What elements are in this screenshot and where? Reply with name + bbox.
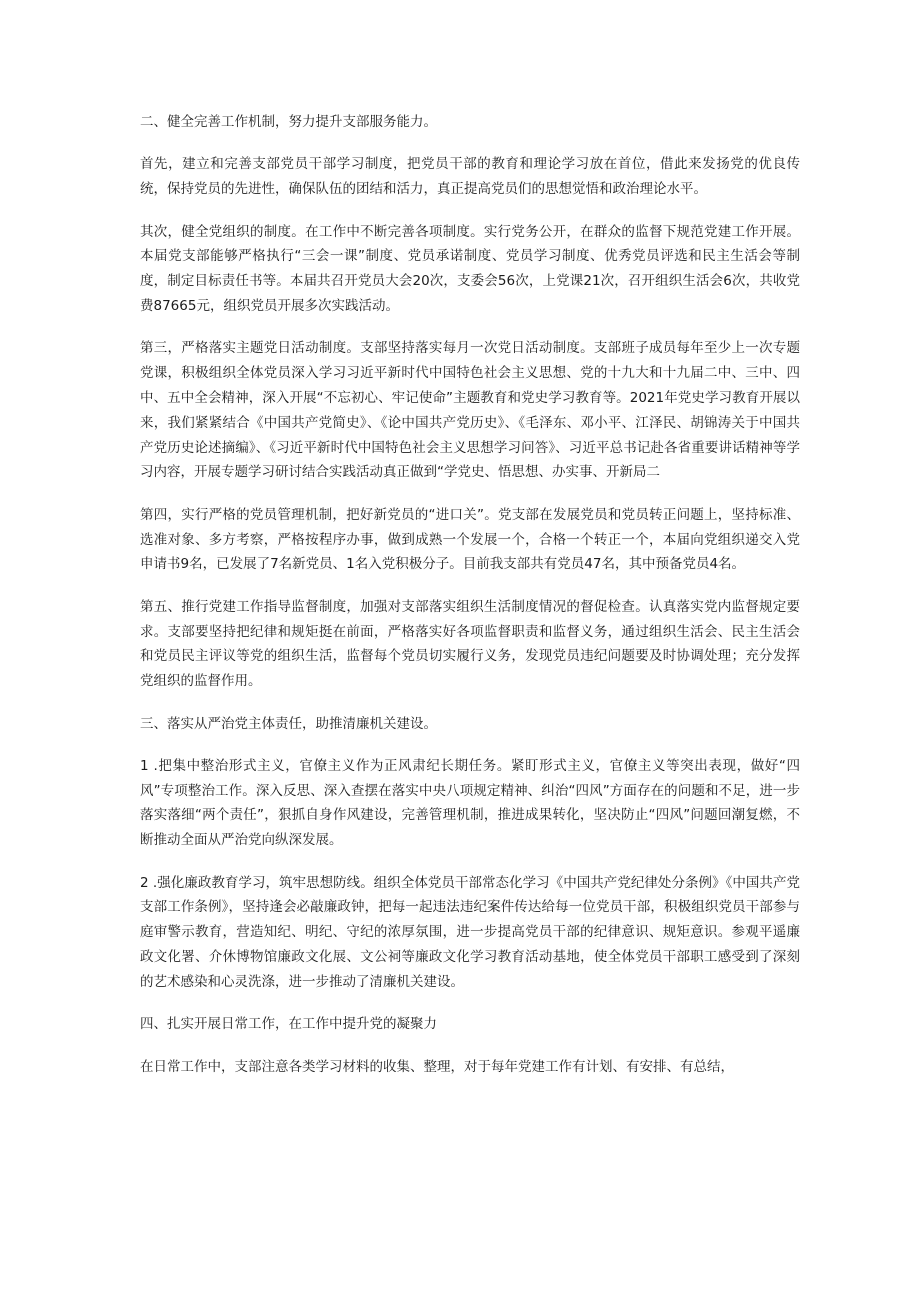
document-body [140,110,800,1097]
section-heading-2: 二、健全完善工作机制，努力提升支部服务能力。 [140,114,437,130]
paragraph-item-1: 1 .把集中整治形式主义，官僚主义作为正风肃纪长期任务。紧盯形式主义，官僚主义等突出表现，做好“四风”专项整治工作。深入反思、深入查摆在落实中央八项规定精神、纠治“四风”方面存在的问题和不足，进一步落实落细“两个责任”，狠抓自身作风建设，完善管理机制，推进成果转化，坚决防止“四风”问题回潮复燃，不断推动全面从严治党向纵深发展。 [140,757,800,849]
paragraph-party-day: 第三，严格落实主题党日活动制度。支部坚持落实每月一次党日活动制度。支部班子成员每年至少上一次专题党课，积极组织全体党员深入学习习近平新时代中国特色社会主义思想、党的十九大和十九届二中、三中、四中、五中全会精神，深入开展“不忘初心、牢记使命”主题教育和党史学习教育等。2021年党史学习教育开展以来，我们紧紧结合《中国共产党简史》、《论中国共产党历史》、《毛泽东、邓小平、江泽民、胡锦涛关于中国共产党历史论述摘编》、《习近平新时代中国特色社会主义思想学习问答》、习近平总书记赴各省重要讲话精神等学习内容，开展专题学习研讨结合实践活动真正做到“学党史、悟思想、办实事、开新局二 [140,340,800,481]
section-heading-3: 三、落实从严治党主体责任，助推清廉机关建设。 [140,715,437,732]
paragraph-organization-system: 其次，健全党组织的制度。在工作中不断完善各项制度。实行党务公开，在群众的监督下规范党建工作开展。本届党支部能够严格执行“三会一课”制度、党员承诺制度、党员学习制度、优秀党员评选和民主生活会等制度，制定目标责任书等。本届共召开党员大会20次，支委会56次，上党课21次，召开组织生活会6次，共收党费87665元，组织党员开展多次实践活动。 [140,223,800,314]
paragraph-daily-work: 在日常工作中，支部注意各类学习材料的收集、整理，对于每年党建工作有计划、有安排、有总结， [140,1058,734,1075]
paragraph-member-management: 第四，实行严格的党员管理机制，把好新党员的“进口关”。党支部在发展党员和党员转正问题上，坚持标准、选准对象、多方考察，严格按程序办事，做到成熟一个发展一个，合格一个转正一个，本届向党组织递交入党申请书9名，已发展了7名新党员、1名入党积极分子。目前我支部共有党员47名，其中预备党员4名。 [140,506,800,573]
paragraph-supervision: 第五、推行党建工作指导监督制度，加强对支部落实组织生活制度情况的督促检查。认真落实党内监督规定要求。支部要坚持把纪律和规矩挺在前面，严格落实好各项监督职责和监督义务，通过组织生活会、民主生活会和党员民主评议等党的组织生活，监督每个党员切实履行义务，发现党员违纪问题要及时协调处理；充分发挥党组织的监督作用。 [140,598,800,690]
paragraph-item-2: 2 .强化廉政教育学习，筑牢思想防线。组织全体党员干部常态化学习《中国共产党纪律处分条例》《中国共产党支部工作条例》，坚持逢会必敲廉政钟，把每一起违法违纪案件传达给每一位党员干部，积极组织党员干部参与庭审警示教育，营造知纪、明纪、守纪的浓厚氛围，进一步提高党员干部的纪律意识、规矩意识。参观平遥廉政文化署、介休博物馆廉政文化展、文公祠等廉政文化学习教育活动基地，使全体党员干部职工感受到了深刻的艺术感染和心灵洗涤，进一步推动了清廉机关建设。 [140,874,800,990]
section-heading-4: 四、扎实开展日常工作，在工作中提升党的凝聚力 [140,1016,437,1033]
paragraph-study-system: 首先，建立和完善支部党员干部学习制度，把党员干部的教育和理论学习放在首位，借此来发扬党的优良传统，保持党员的先进性，确保队伍的团结和活力，真正提高党员们的思想觉悟和政治理论水平。 [140,156,800,198]
